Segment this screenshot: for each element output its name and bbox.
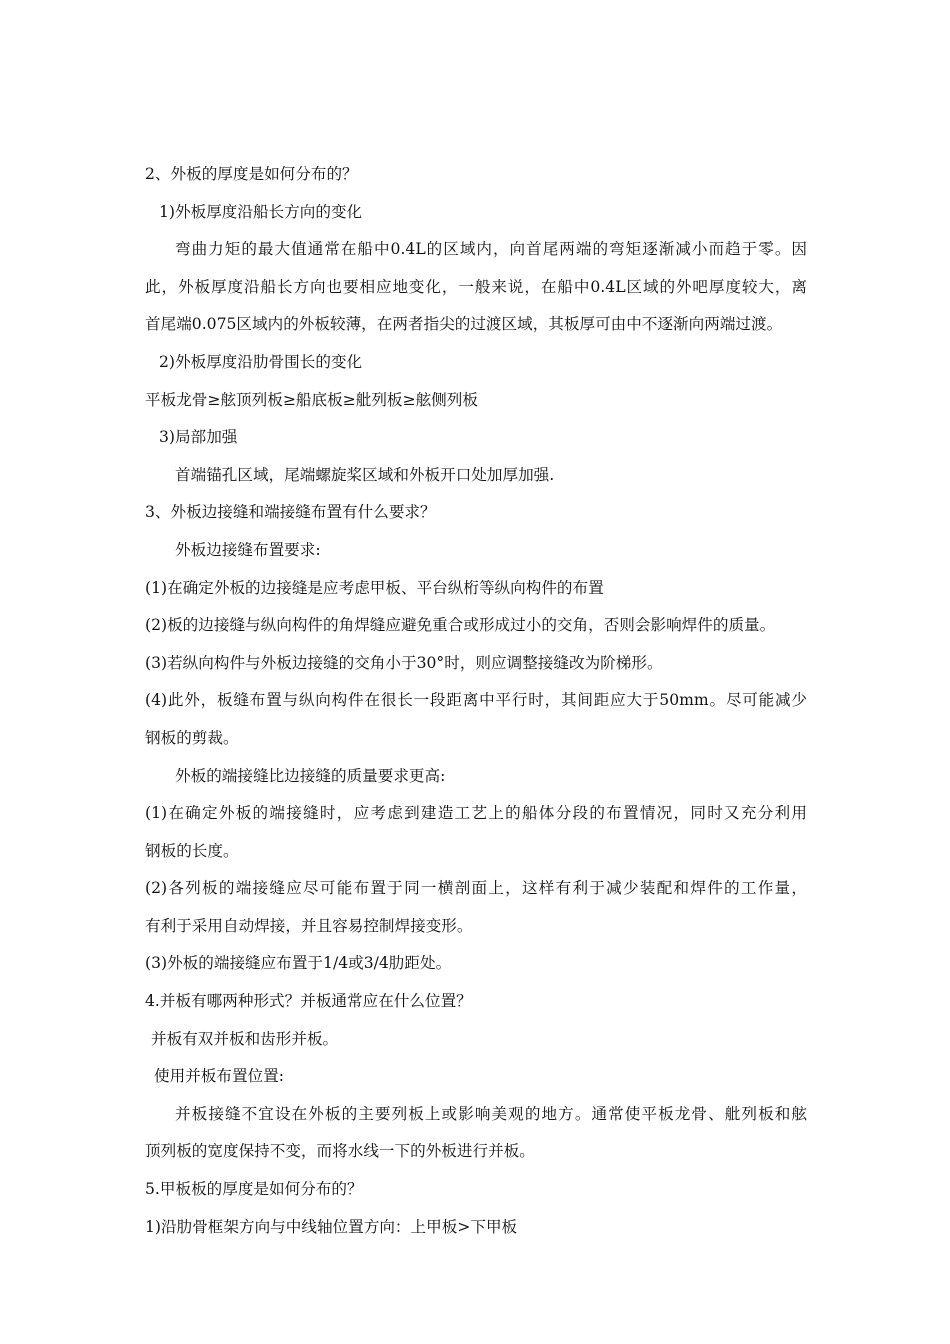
deck-thickness-item-1: 1)沿肋骨框架方向与中线轴位置方向：上甲板>下甲板	[145, 1217, 518, 1236]
butt-item-1: (1)在确定外板的端接缝时，应考虑到建造工艺上的船体分段的布置情况，同时又充分利用	[145, 804, 807, 823]
answer-stealer-types: 并板有双并板和齿形并板。	[151, 1029, 339, 1048]
paragraph-local-strengthening: 首端锚孔区域，尾端螺旋桨区域和外板开口处加厚加强.	[175, 465, 555, 484]
question-heading-3: 3、外板边接缝和端接缝布置有什么要求？	[145, 503, 436, 522]
paragraph-bending-moment-cont-1: 此，外板厚度沿船长方向也要相应地变化，一般来说，在船中0.4L区域的外吧厚度较大，离	[145, 277, 807, 296]
question-heading-5: 5.甲板板的厚度是如何分布的？	[145, 1180, 363, 1199]
seam-item-4-cont: 钢板的剪裁。	[145, 728, 239, 747]
butt-item-3: (3)外板的端接缝应布置于1/4或3/4肋距处。	[145, 954, 452, 973]
plate-order-line: 平板龙骨≥舷顶列板≥船底板≥舭列板≥舷侧列板	[145, 390, 478, 409]
document-body	[145, 156, 807, 1246]
seam-item-3: (3)若纵向构件与外板边接缝的交角小于30°时，则应调整接缝改为阶梯形。	[145, 653, 663, 672]
question-heading-4: 4.并板有哪两种形式？并板通常应在什么位置？	[145, 992, 472, 1011]
paragraph-stealer-location: 并板接缝不宜设在外板的主要列板上或影响美观的地方。通常使平板龙骨、舭列板和舷	[175, 1104, 807, 1123]
paragraph-bending-moment-cont-2: 首尾端0.075区域内的外板较薄，在两者指尖的过渡区域，其板厚可由中不逐渐向两端过渡。	[145, 315, 783, 334]
paragraph-stealer-location-cont: 顶列板的宽度保持不变，而将水线一下的外板进行并板。	[145, 1142, 535, 1161]
seam-item-2: (2)板的边接缝与纵向构件的角焊缝应避免重合或形成过小的交角，否则会影响焊件的质量。	[145, 616, 776, 635]
butt-item-2: (2)各列板的端接缝应尽可能布置于同一横剖面上，这样有利于减少装配和焊件的工作量，	[145, 879, 807, 898]
paragraph-bending-moment: 弯曲力矩的最大值通常在船中0.4L的区域内，向首尾两端的弯矩逐渐减小而趋于零。因	[175, 240, 807, 259]
subheading-thickness-along-girth: 2)外板厚度沿肋骨围长的变化	[159, 352, 363, 371]
seam-item-1: (1)在确定外板的边接缝是应考虑甲板、平台纵桁等纵向构件的布置	[145, 578, 604, 597]
subheading-thickness-along-length: 1)外板厚度沿船长方向的变化	[159, 202, 363, 221]
seam-item-4: (4)此外，板缝布置与纵向构件在很长一段距离中平行时，其间距应大于50mm。尽可能减少	[145, 691, 807, 710]
question-heading-2: 2、外板的厚度是如何分布的？	[145, 165, 358, 183]
subheading-seam-requirements: 外板边接缝布置要求:	[175, 540, 321, 559]
butt-item-1-cont: 钢板的长度。	[145, 841, 239, 860]
butt-item-2-cont: 有利于采用自动焊接，并且容易控制焊接变形。	[145, 916, 473, 935]
subheading-local-strengthening: 3)局部加强	[159, 428, 238, 447]
subheading-stealer-location: 使用并板布置位置:	[154, 1067, 285, 1086]
subheading-butt-requirements: 外板的端接缝比边接缝的质量要求更高:	[175, 766, 446, 785]
